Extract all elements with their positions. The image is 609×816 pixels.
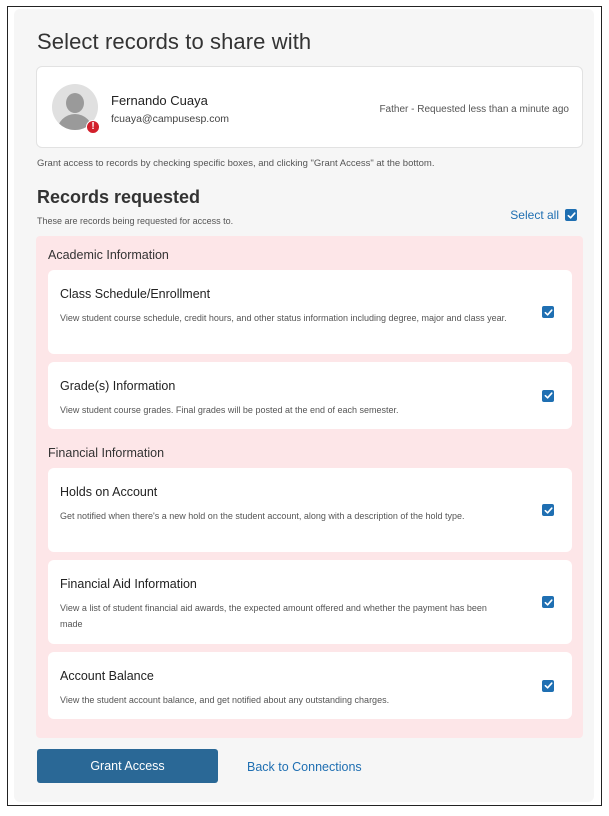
checkmark-icon — [544, 391, 553, 400]
instructions-text: Grant access to records by checking specific boxes, and clicking "Grant Access" at the bottom. — [37, 158, 435, 169]
records-section-subtitle: These are records being requested for access to. — [37, 216, 234, 226]
requester-card — [36, 66, 583, 148]
record-checkbox-account-balance[interactable] — [542, 680, 554, 692]
record-holds[interactable] — [48, 468, 572, 552]
record-title: Grade(s) Information — [60, 379, 176, 393]
record-title: Financial Aid Information — [60, 577, 197, 591]
checkmark-icon — [544, 506, 553, 515]
record-description: View a list of student financial aid awards, the expected amount offered and whether the payment has been made — [60, 603, 487, 629]
checkmark-icon — [567, 211, 576, 220]
checkmark-icon — [544, 681, 553, 690]
record-account-balance[interactable] — [48, 652, 572, 719]
checkmark-icon — [544, 598, 553, 607]
page-title: Select records to share with — [37, 29, 312, 54]
grant-access-button[interactable]: Grant Access — [37, 749, 218, 783]
records-section-title: Records requested — [37, 187, 201, 207]
record-description: View student course schedule, credit hours, and other status information including degree, major and class year. — [60, 313, 507, 323]
record-title: Holds on Account — [60, 485, 158, 499]
group-title-financial: Financial Information — [48, 446, 165, 460]
record-description: View the student account balance, and get notified about any outstanding charges. — [60, 695, 390, 705]
record-description: Get notified when there's a new hold on the student account, along with a description of the hold type. — [60, 511, 465, 521]
record-checkbox-grades[interactable] — [542, 390, 554, 402]
record-title: Account Balance — [60, 669, 154, 683]
share-records-panel — [14, 9, 594, 802]
record-class-schedule[interactable] — [48, 270, 572, 354]
select-all-toggle[interactable] — [510, 208, 577, 222]
record-title: Class Schedule/Enrollment — [60, 287, 211, 301]
requested-records-list — [36, 236, 583, 738]
record-checkbox-holds[interactable] — [542, 504, 554, 516]
select-all-checkbox[interactable] — [565, 209, 577, 221]
select-all-label: Select all — [510, 208, 559, 222]
record-description: View student course grades. Final grades will be posted at the end of each semester. — [60, 405, 399, 415]
requester-name: Fernando Cuaya — [111, 93, 208, 108]
back-to-connections-link[interactable]: Back to Connections — [247, 760, 362, 774]
avatar-head-shape — [66, 93, 84, 113]
record-grades[interactable] — [48, 362, 572, 429]
checkmark-icon — [544, 308, 553, 317]
requester-email: fcuaya@campusesp.com — [111, 113, 230, 125]
record-financial-aid[interactable] — [48, 560, 572, 644]
group-title-academic: Academic Information — [48, 248, 169, 262]
record-checkbox-financial-aid[interactable] — [542, 596, 554, 608]
requester-relation-status: Father - Requested less than a minute ago — [379, 104, 569, 115]
record-checkbox-class-schedule[interactable] — [542, 306, 554, 318]
alert-icon: ! — [86, 120, 100, 134]
